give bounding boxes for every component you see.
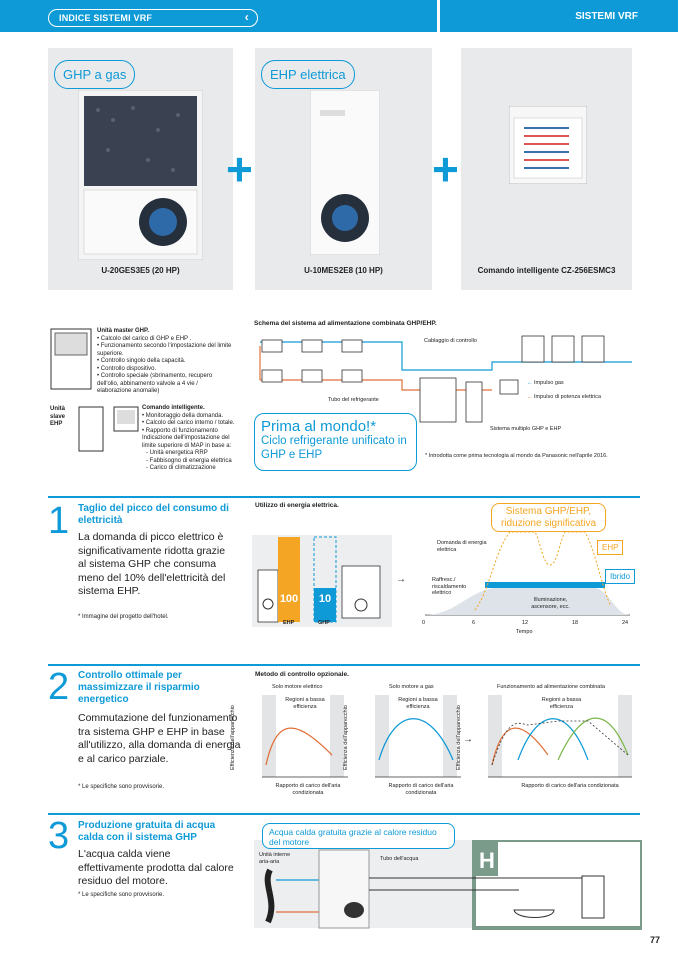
section-3-body: L'acqua calda viene effettivamente prodotta dal calore residuo del motore. bbox=[78, 848, 234, 887]
chart2-title: Solo motore a gas bbox=[389, 684, 434, 690]
section-divider bbox=[48, 664, 640, 666]
master-item: • Controllo speciale (sbrinamento, recupero dell'olio, abbinamento valvole a 4 vie / elaborazione anomalie) bbox=[97, 373, 213, 394]
product-card-ehp bbox=[255, 48, 432, 290]
ghp-model-label: U-20GES3E5 (20 HP) bbox=[101, 266, 180, 275]
x-axis-label: Rapporto di carico dell'aria condizionata bbox=[388, 783, 454, 796]
controller-item: - Unità energetica RRP bbox=[146, 450, 208, 456]
bar-ghp-value: 10 bbox=[318, 593, 332, 605]
world-first-title: Prima al mondo!* bbox=[261, 418, 377, 435]
controller-item: - Fabbisogno di energia elettrica bbox=[146, 457, 232, 464]
master-item: • Controllo dispositivo. bbox=[97, 365, 157, 372]
controller-icon bbox=[113, 406, 139, 432]
reduction-callout: Sistema GHP/EHP, riduzione significativa bbox=[491, 503, 606, 532]
bar-ehp-value: 100 bbox=[279, 593, 299, 605]
master-title: Unità master GHP. bbox=[97, 328, 149, 334]
index-label: INDICE SISTEMI VRF bbox=[59, 13, 153, 23]
method-title: Metodo di controllo opzionale. bbox=[255, 671, 349, 678]
chevron-left-icon: ‹ bbox=[244, 10, 249, 24]
chart1-title: Solo motore elettrico bbox=[272, 684, 323, 690]
ghp-badge: GHP a gas bbox=[54, 60, 135, 89]
product-card-controller bbox=[461, 48, 632, 290]
controller-description bbox=[142, 405, 237, 473]
controller-item: • Monitoraggio della domanda. bbox=[142, 412, 224, 419]
y-axis-label: Efficienza dell'apparecchio bbox=[343, 705, 349, 770]
section-title: SISTEMI VRF bbox=[575, 11, 638, 22]
y-axis-label: Efficienza dell'apparecchio bbox=[230, 705, 236, 770]
section-divider bbox=[48, 813, 640, 815]
low-efficiency-label: Regioni a bassa efficienza bbox=[398, 697, 438, 710]
world-first-subtitle: Ciclo refrigerante unificato in GHP e EHP bbox=[261, 435, 407, 461]
controller-title: Comando intelligente. bbox=[142, 405, 205, 411]
plus-icon: + bbox=[432, 143, 459, 195]
x-tick: 6 bbox=[472, 620, 476, 626]
controller-item: - Carico di climatizzazione bbox=[146, 465, 216, 471]
section-1-note: * Immagine del progetto dell'hotel. bbox=[78, 614, 169, 620]
controller-model-label: Comando intelligente CZ-256ESMC3 bbox=[477, 266, 616, 275]
section-1-title: Taglio del picco del consumo di elettricità bbox=[78, 503, 229, 526]
bar-ehp-label: EHP bbox=[283, 620, 295, 626]
ehp-unit-image bbox=[310, 90, 380, 255]
controller-item: • Calcolo del carico interno / totale. bbox=[142, 420, 235, 426]
section-2-note: * Le specifiche sono provvisorie. bbox=[78, 784, 165, 790]
control-wiring-label: Cablaggio di controllo bbox=[424, 338, 477, 344]
hot-water-diagram bbox=[254, 840, 642, 930]
gas-pulse-text: Impulso gas bbox=[534, 380, 564, 386]
energy-bar-chart bbox=[252, 510, 392, 630]
multiple-system-label: Sistema multiplo GHP e EHP bbox=[490, 426, 562, 432]
ehp-badge: EHP elettrica bbox=[261, 60, 355, 89]
indoor-units-label: Unità interne aria-aria bbox=[259, 852, 291, 865]
hotel-letter: H bbox=[479, 848, 495, 873]
index-link[interactable] bbox=[48, 9, 258, 27]
refrigerant-pipe-label: Tubo del refrigerante bbox=[328, 397, 379, 403]
bar-ghp-label: GHP bbox=[318, 620, 330, 626]
ghp-master-icon bbox=[50, 328, 92, 390]
master-item: • Controllo singolo della capacità. bbox=[97, 358, 186, 364]
arrow-right-icon: → bbox=[463, 734, 473, 745]
x-tick: 12 bbox=[522, 620, 529, 626]
chart-title: Utilizzo di energia elettrica. bbox=[255, 502, 339, 509]
product-card-ghp bbox=[48, 48, 233, 290]
arrow-right-icon: → bbox=[396, 574, 406, 585]
lighting-label: Illuminazione, ascensore, ecc. bbox=[531, 597, 570, 610]
schema-footnote: * Introdotta come prima tecnologia al mondo da Panasonic nell'aprile 2016. bbox=[425, 453, 608, 459]
controller-item: • Rapporto di funzionamento Indicazione dell'impostazione del limite superiore di MAP in base a: bbox=[142, 427, 232, 449]
x-axis-label: Rapporto di carico dell'aria condizionata bbox=[275, 783, 341, 796]
x-axis-label: Tempo bbox=[516, 629, 533, 635]
plus-icon: + bbox=[226, 143, 253, 195]
section-1-body: La domanda di picco elettrico è significativamente ridotta grazie al sistema GHP che consuma meno del 10% dell'elettricità del sistema EHP. bbox=[78, 531, 226, 597]
section-2-body: Commutazione del funzionamento tra sistema GHP e EHP in base all'utilizzo, alla domanda di energia e al carico parziale. bbox=[78, 712, 241, 765]
gas-pulse-label: ← Impulso gas bbox=[527, 380, 564, 386]
y-axis-label: Efficienza dell'apparecchio bbox=[456, 705, 462, 770]
x-tick: 0 bbox=[422, 620, 426, 626]
controller-image bbox=[509, 106, 587, 184]
x-tick: 24 bbox=[622, 620, 629, 626]
low-efficiency-label: Regioni a bassa efficienza bbox=[541, 697, 582, 710]
power-pulse-text: Impulso di potenza elettrica bbox=[534, 394, 601, 400]
ehp-model-label: U-10MES2E8 (10 HP) bbox=[304, 266, 383, 275]
demand-label: Domanda di energia elettrica bbox=[437, 540, 487, 553]
section-1-number: 1 bbox=[48, 500, 70, 542]
section-divider bbox=[48, 496, 640, 498]
ehp-slave-icon bbox=[78, 406, 104, 452]
master-item: • Funzionamento secondo l'impostazione del limite superiore. bbox=[97, 343, 232, 357]
master-item: • Calcolo del carico di GHP e EHP . bbox=[97, 335, 192, 342]
schema-title: Schema del sistema ad alimentazione combinata GHP/EHP. bbox=[254, 320, 437, 327]
water-pipe-label: Tubo dell'acqua bbox=[380, 856, 419, 862]
section-3-number: 3 bbox=[48, 815, 70, 857]
low-efficiency-label: Regioni a bassa efficienza bbox=[285, 697, 325, 710]
power-pulse-label: ← Impulso di potenza elettrica bbox=[527, 394, 601, 400]
cooling-label: Raffresc./ riscaldamento elettrico bbox=[432, 577, 467, 596]
ehp-tag: EHP bbox=[597, 540, 623, 555]
header-bar-right bbox=[440, 0, 678, 32]
section-3-note: * Le specifiche sono provvisorie. bbox=[78, 892, 165, 898]
section-3-title: Produzione gratuita di acqua calda con il sistema GHP bbox=[78, 820, 216, 843]
hybrid-tag: Ibrido bbox=[605, 569, 635, 584]
x-tick: 18 bbox=[572, 620, 579, 626]
hot-water-callout: Acqua calda gratuita grazie al calore residuo del motore bbox=[262, 823, 455, 849]
section-2-number: 2 bbox=[48, 666, 70, 708]
chart3-title: Funzionamento ad alimentazione combinata bbox=[497, 684, 605, 690]
page-number: 77 bbox=[649, 935, 660, 945]
section-2-title: Controllo ottimale per massimizzare il risparmio energetico bbox=[78, 670, 200, 705]
master-description bbox=[97, 328, 232, 396]
world-first-callout bbox=[254, 413, 417, 471]
slave-label: Unità slave EHP bbox=[50, 406, 66, 427]
x-axis-label: Rapporto di carico dell'aria condizionata bbox=[521, 783, 619, 789]
ghp-unit-image bbox=[78, 90, 203, 260]
bar-ehp bbox=[278, 537, 300, 622]
